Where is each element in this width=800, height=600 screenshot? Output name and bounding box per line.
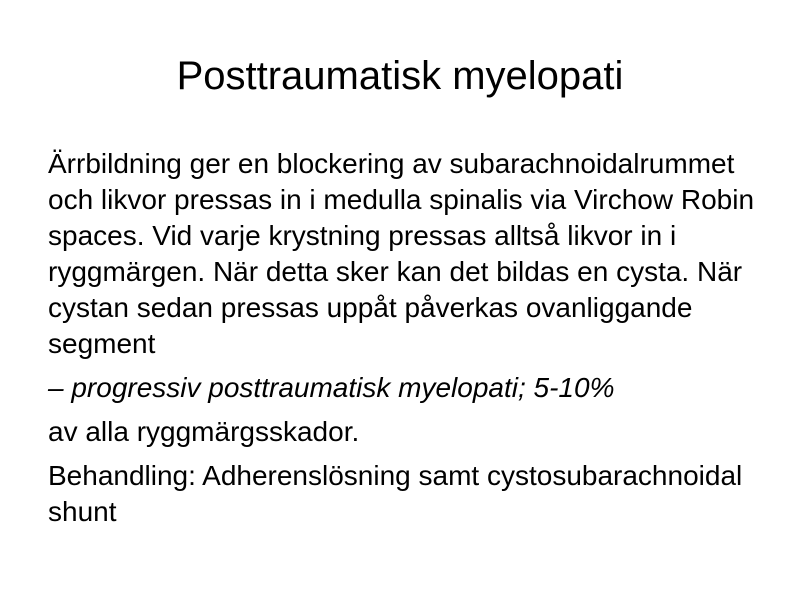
paragraph-treatment: Behandling: Adherenslösning samt cystosubarachnoidal shunt (48, 460, 743, 527)
slide-title: Posttraumatisk myelopati (176, 54, 624, 98)
paragraph-description: Ärrbildning ger en blockering av subarachnoidalrummet och likvor pressas in i medulla spinalis via Virchow Robin spaces. Vid varje krystning pressas alltså likvor in i ryggmärgen. När detta sker kan det bildas en cysta. När cystan sedan pressas uppåt påverkas ovanliggande segment (48, 148, 755, 359)
paragraph-spinal-injuries: av alla ryggmärgsskador. (48, 416, 360, 447)
paragraph-progressive-myelopathy: – progressiv posttraumatisk myelopati; 5-10% (48, 372, 615, 403)
slide-body (48, 146, 768, 538)
